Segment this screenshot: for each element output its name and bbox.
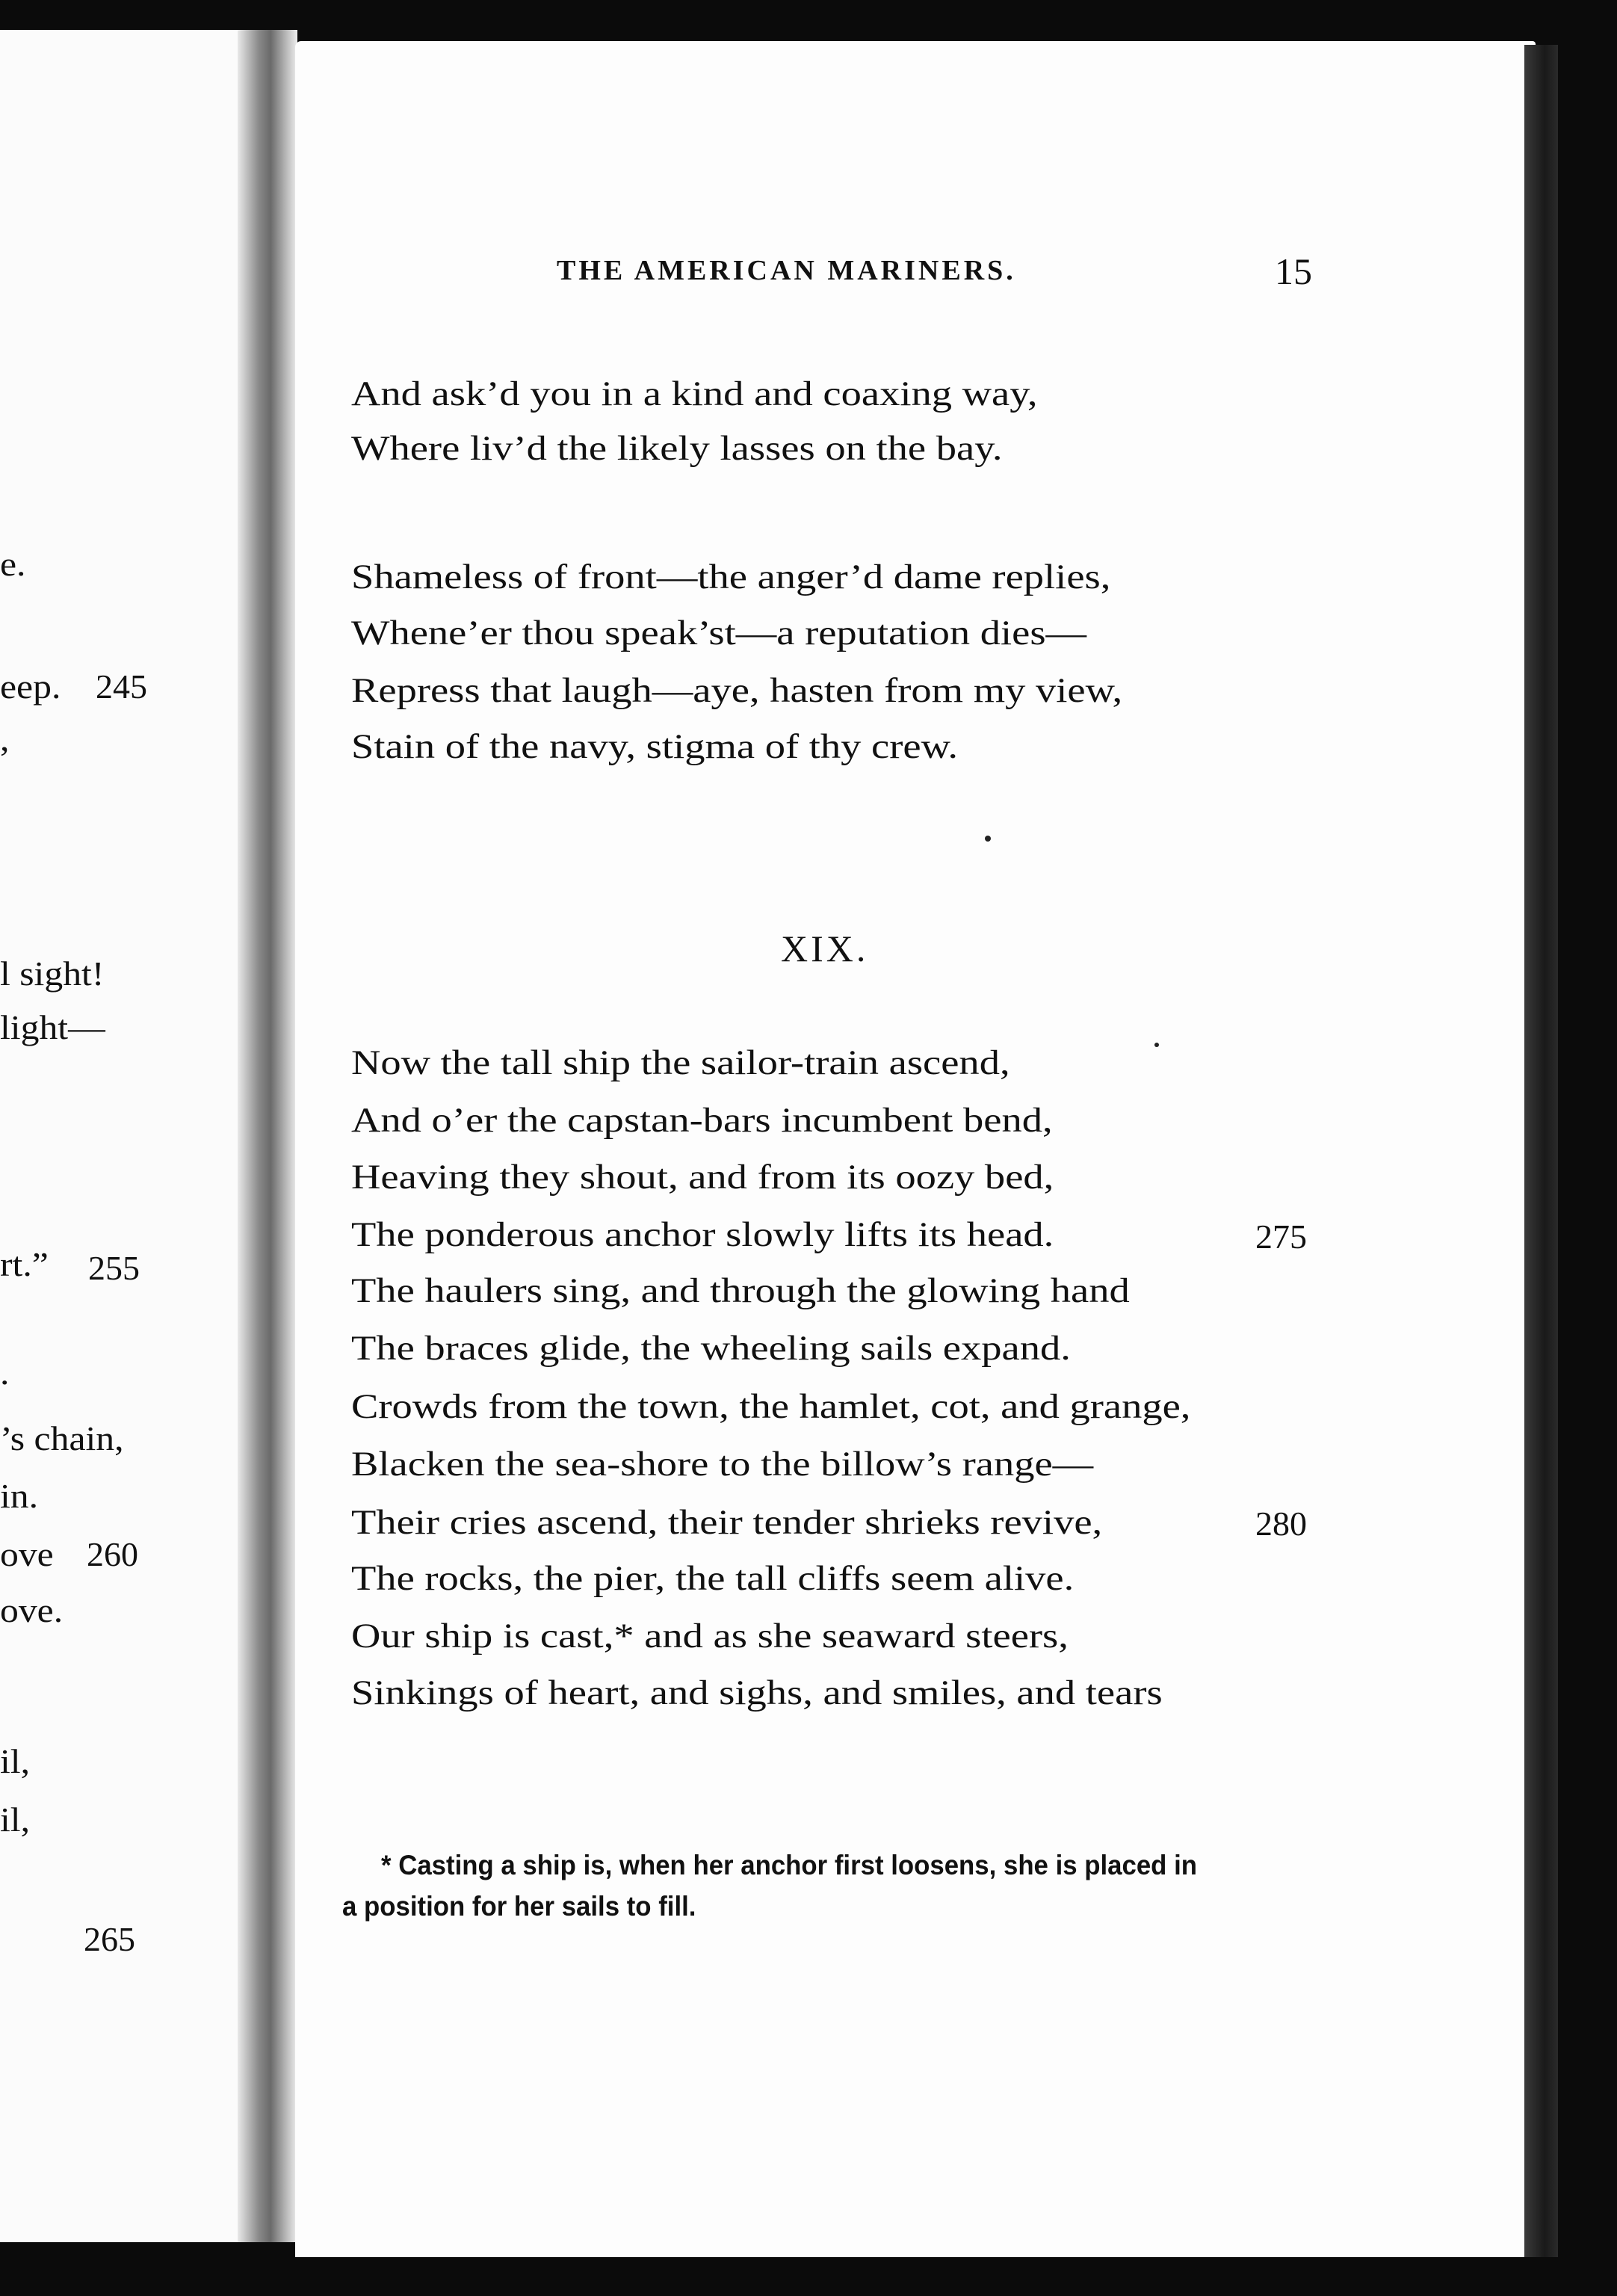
verse-line: Their cries ascend, their tender shrieks revive, [351,1503,1103,1542]
verse-line: The ponderous anchor slowly lifts its head. [351,1215,1054,1254]
verse-line: Heaving they shout, and from its oozy bed, [351,1158,1054,1197]
left-fragment: ’s chain, [0,1419,124,1457]
verse-line: Blacken the sea-shore to the billow’s range— [351,1445,1094,1484]
line-number: 275 [1255,1218,1307,1256]
line-number: 280 [1255,1505,1307,1543]
left-fragment: l sight! [0,954,105,993]
left-fragment: , [0,720,10,758]
verse-line: Stain of the navy, stigma of thy crew. [351,727,959,766]
left-fragment: ove [0,1535,54,1573]
left-fragment: ove. [0,1591,64,1629]
footnote-line: * Casting a ship is, when her anchor first loosens, she is placed in [381,1850,1198,1880]
left-line-number: 265 [84,1920,135,1958]
verse-line: Sinkings of heart, and sighs, and smiles, and tears [351,1673,1163,1712]
verse-line: And ask’d you in a kind and coaxing way, [351,374,1038,413]
left-fragment: in. [0,1477,39,1515]
book-gutter [238,30,297,2242]
left-fragment: e. [0,545,26,583]
verse-line: Our ship is cast,* and as she seaward steers, [351,1617,1069,1655]
footnote-line: a position for her sails to fill. [342,1891,696,1922]
verse-line: Crowds from the town, the hamlet, cot, and grange, [351,1387,1191,1426]
ink-speck [1154,1043,1159,1047]
left-fragment: eep. [0,667,61,706]
verse-line: The haulers sing, and through the glowing hand [351,1271,1130,1310]
verse-line: The rocks, the pier, the tall cliffs seem alive. [351,1559,1075,1598]
section-numeral: XIX. [781,928,869,969]
verse-line: Repress that laugh—aye, hasten from my view, [351,671,1123,710]
left-line-number: 245 [96,667,147,706]
verse-line: Whene’er thou speak’st—a reputation dies— [351,614,1087,652]
verse-line: And o’er the capstan-bars incumbent bend, [351,1101,1053,1140]
left-page [0,30,247,2242]
left-line-number: 260 [87,1535,138,1573]
verse-line: The braces glide, the wheeling sails expand. [351,1329,1071,1368]
left-fragment: il, [0,1742,31,1780]
page-edge [1524,45,1558,2257]
left-line-number: 255 [88,1249,140,1287]
verse-line: Now the tall ship the sailor-train ascend, [351,1043,1010,1082]
left-fragment: rt.” [0,1245,49,1283]
verse-line: Shameless of front—the anger’d dame replies, [351,558,1111,596]
running-title: THE AMERICAN MARINERS. [557,255,1016,286]
left-fragment: light— [0,1008,105,1046]
ink-speck [985,836,991,842]
left-fragment: il, [0,1800,31,1839]
page-number: 15 [1275,250,1312,292]
left-fragment: . [0,1354,10,1392]
verse-line: Where liv’d the likely lasses on the bay. [351,429,1003,468]
